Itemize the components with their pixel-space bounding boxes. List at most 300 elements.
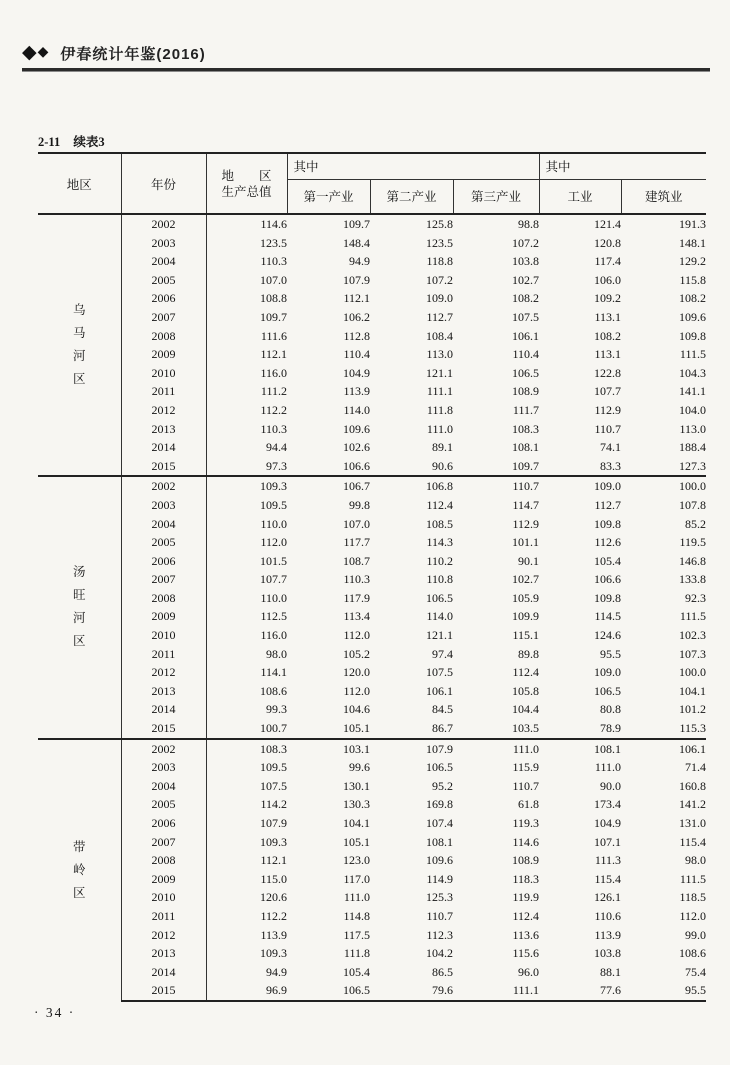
region-name-cell — [38, 476, 121, 738]
value-cell: 112.0 — [343, 628, 370, 643]
page-footer — [34, 1005, 75, 1021]
value-cell: 113.0 — [679, 421, 707, 436]
value-cell: 112.5 — [260, 609, 287, 624]
table-row — [38, 401, 706, 420]
value-cell: 148.1 — [679, 235, 707, 250]
table-row — [38, 833, 706, 852]
value-cell: 99.8 — [349, 497, 370, 512]
value-cell: 105.4 — [343, 964, 370, 979]
col-header-region: 地区 — [38, 153, 121, 214]
value-cell: 120.6 — [260, 890, 287, 905]
value-cell: 94.9 — [266, 964, 287, 979]
value-cell: 111.0 — [343, 890, 370, 905]
table-row — [38, 814, 706, 833]
value-cell: 74.1 — [600, 440, 621, 455]
value-cell: 119.5 — [679, 535, 707, 550]
year-cell: 2015 — [121, 719, 206, 739]
value-cell: 111.0 — [426, 421, 453, 436]
value-cell: 114.3 — [426, 535, 453, 550]
value-cell: 114.0 — [343, 402, 370, 417]
value-cell: 104.1 — [679, 683, 707, 698]
col-header-tertiary-industry: 第三产业 — [453, 179, 539, 214]
table-row — [38, 496, 706, 515]
year-cell: 2012 — [121, 926, 206, 945]
year-cell: 2007 — [121, 308, 206, 327]
value-cell: 115.9 — [512, 760, 539, 775]
value-cell: 115.8 — [679, 272, 707, 287]
value-cell: 191.3 — [679, 217, 707, 231]
value-cell: 104.3 — [679, 365, 707, 380]
value-cell: 127.3 — [679, 458, 707, 473]
value-cell: 188.4 — [679, 440, 707, 455]
col-header-gdp — [206, 153, 287, 214]
value-cell: 101.5 — [260, 553, 287, 568]
value-cell: 109.0 — [594, 665, 621, 680]
year-cell: 2009 — [121, 607, 206, 626]
value-cell: 95.2 — [432, 778, 453, 793]
yearbook-title: 伊春统计年鉴(2016) — [60, 45, 206, 63]
diamond-small-icon: ◆ — [37, 45, 49, 60]
year-cell: 2002 — [121, 739, 206, 759]
value-cell: 107.4 — [426, 816, 453, 830]
value-cell: 106.6 — [594, 572, 621, 587]
year-cell: 2014 — [121, 700, 206, 719]
value-cell: 115.0 — [260, 871, 287, 886]
value-cell: 106.1 — [426, 683, 453, 698]
value-cell: 104.1 — [343, 816, 370, 830]
value-cell: 97.4 — [432, 646, 453, 661]
table-row — [38, 327, 706, 346]
value-cell: 94.9 — [349, 254, 370, 269]
value-cell: 109.9 — [512, 609, 539, 624]
value-cell: 106.1 — [621, 739, 706, 759]
value-cell: 104.4 — [512, 702, 539, 717]
value-cell: 110.7 — [594, 421, 621, 436]
value-cell: 122.8 — [594, 365, 621, 380]
table-row — [38, 663, 706, 682]
table-caption — [38, 132, 105, 150]
value-cell: 89.8 — [518, 646, 539, 661]
value-cell: 108.1 — [512, 440, 539, 455]
value-cell: 133.8 — [679, 572, 707, 587]
table-row — [38, 700, 706, 719]
value-cell: 75.4 — [685, 964, 707, 979]
table-row — [38, 345, 706, 364]
year-cell: 2015 — [121, 981, 206, 1001]
value-cell: 100.7 — [260, 721, 287, 736]
table-row — [38, 870, 706, 889]
statistics-table — [38, 152, 706, 1002]
table-row — [38, 926, 706, 945]
value-cell: 119.3 — [512, 816, 539, 830]
region-name-char: 岭 — [72, 862, 86, 877]
table-row — [38, 570, 706, 589]
year-cell: 2011 — [121, 907, 206, 926]
value-cell: 123.0 — [343, 853, 370, 868]
value-cell: 111.3 — [594, 853, 621, 868]
value-cell: 121.1 — [426, 628, 453, 643]
value-cell: 130.1 — [343, 778, 370, 793]
value-cell: 141.2 — [679, 797, 707, 812]
value-cell: 116.0 — [260, 628, 287, 643]
value-cell: 108.6 — [260, 683, 287, 698]
region-name-char: 旺 — [72, 588, 86, 603]
value-cell: 126.1 — [594, 890, 621, 905]
value-cell: 112.8 — [343, 328, 370, 343]
table-row — [38, 271, 706, 290]
value-cell: 114.7 — [512, 497, 539, 512]
value-cell: 110.7 — [426, 908, 453, 923]
value-cell: 113.9 — [343, 384, 370, 399]
value-cell: 111.1 — [453, 981, 539, 1001]
value-cell: 112.0 — [260, 535, 287, 550]
value-cell: 107.0 — [260, 272, 287, 287]
table-row — [38, 289, 706, 308]
year-cell: 2004 — [121, 777, 206, 796]
value-cell: 124.6 — [594, 628, 621, 643]
value-cell: 109.8 — [594, 590, 621, 605]
value-cell: 113.1 — [594, 347, 621, 362]
year-cell: 2009 — [121, 870, 206, 889]
table-number: 2-11 — [38, 135, 61, 149]
table-row — [38, 888, 706, 907]
value-cell: 141.1 — [679, 384, 707, 399]
value-cell: 78.9 — [600, 721, 621, 736]
value-cell: 106.6 — [343, 458, 370, 473]
value-cell: 108.2 — [679, 291, 707, 306]
year-cell: 2003 — [121, 758, 206, 777]
region-name-char: 区 — [72, 634, 86, 649]
value-cell: 112.9 — [594, 402, 621, 417]
table-continued-label: 续表3 — [73, 135, 105, 149]
table-row — [38, 252, 706, 271]
region-name-char: 带 — [72, 839, 86, 854]
value-cell: 115.1 — [512, 628, 539, 643]
year-cell: 2012 — [121, 401, 206, 420]
value-cell: 107.1 — [594, 834, 621, 849]
col-header-industry: 工业 — [539, 179, 621, 214]
col-header-gdp-line2: 生产总值 — [221, 184, 272, 199]
value-cell: 120.8 — [594, 235, 621, 250]
table-row — [38, 795, 706, 814]
value-cell: 110.8 — [426, 572, 453, 587]
value-cell: 85.2 — [685, 516, 707, 531]
value-cell: 110.7 — [512, 778, 539, 793]
value-cell: 106.5 — [426, 760, 453, 775]
value-cell: 114.9 — [426, 871, 453, 886]
value-cell: 109.8 — [594, 516, 621, 531]
value-cell: 106.5 — [594, 683, 621, 698]
table-row — [38, 758, 706, 777]
year-cell: 2007 — [121, 833, 206, 852]
value-cell: 123.5 — [426, 235, 453, 250]
table-row — [38, 438, 706, 457]
value-cell: 125.8 — [426, 217, 453, 231]
value-cell: 105.9 — [512, 590, 539, 605]
value-cell: 117.0 — [343, 871, 370, 886]
value-cell: 105.2 — [343, 646, 370, 661]
value-cell: 106.5 — [287, 981, 370, 1001]
value-cell: 114.1 — [260, 665, 287, 680]
value-cell: 112.0 — [343, 683, 370, 698]
value-cell: 77.6 — [539, 981, 621, 1001]
value-cell: 114.8 — [343, 908, 370, 923]
year-cell: 2011 — [121, 382, 206, 401]
value-cell: 111.6 — [260, 328, 287, 343]
value-cell: 115.3 — [679, 721, 707, 736]
value-cell: 111.2 — [260, 384, 287, 399]
table-body — [38, 214, 706, 1001]
page-number: · 34 · — [34, 1005, 76, 1020]
value-cell: 100.0 — [679, 665, 707, 680]
region-name-char: 汤 — [72, 565, 86, 580]
table-row — [38, 719, 706, 739]
value-cell: 129.2 — [679, 254, 707, 269]
value-cell: 92.3 — [685, 590, 707, 605]
value-cell: 111.8 — [426, 402, 453, 417]
region-name-char: 马 — [72, 326, 86, 341]
value-cell: 117.5 — [343, 927, 370, 942]
value-cell: 94.4 — [266, 440, 287, 455]
year-cell: 2003 — [121, 496, 206, 515]
value-cell: 104.9 — [594, 816, 621, 830]
value-cell: 111.5 — [679, 871, 707, 886]
value-cell: 109.3 — [260, 834, 287, 849]
value-cell: 109.2 — [594, 291, 621, 306]
value-cell: 111.1 — [426, 384, 453, 399]
year-cell: 2011 — [121, 645, 206, 664]
value-cell: 100.0 — [621, 476, 706, 496]
diamond-icon: ◆ — [22, 42, 37, 63]
table-row — [38, 739, 706, 759]
value-cell: 112.2 — [260, 402, 287, 417]
value-cell: 96.9 — [206, 981, 287, 1001]
value-cell: 110.7 — [453, 476, 539, 496]
value-cell: 109.5 — [260, 497, 287, 512]
value-cell: 110.4 — [343, 347, 370, 362]
value-cell: 108.1 — [426, 834, 453, 849]
value-cell: 108.4 — [426, 328, 453, 343]
value-cell: 107.2 — [512, 235, 539, 250]
value-cell: 107.7 — [260, 572, 287, 587]
value-cell: 107.9 — [260, 816, 287, 830]
value-cell: 107.8 — [679, 497, 707, 512]
value-cell: 113.6 — [512, 927, 539, 942]
year-cell: 2004 — [121, 252, 206, 271]
value-cell: 107.0 — [343, 516, 370, 531]
region-name-char: 乌 — [72, 303, 86, 318]
value-cell: 113.9 — [594, 927, 621, 942]
value-cell: 110.2 — [426, 553, 453, 568]
year-cell: 2002 — [121, 214, 206, 234]
value-cell: 95.5 — [600, 646, 621, 661]
year-cell: 2010 — [121, 888, 206, 907]
value-cell: 130.3 — [343, 797, 370, 812]
value-cell: 103.8 — [594, 946, 621, 961]
value-cell: 105.1 — [343, 721, 370, 736]
value-cell: 119.9 — [512, 890, 539, 905]
value-cell: 107.5 — [426, 665, 453, 680]
value-cell: 115.6 — [512, 946, 539, 961]
value-cell: 114.0 — [426, 609, 453, 624]
table-row — [38, 645, 706, 664]
value-cell: 110.0 — [260, 516, 287, 531]
value-cell: 107.3 — [679, 646, 707, 661]
value-cell: 104.9 — [343, 365, 370, 380]
value-cell: 121.4 — [594, 217, 621, 231]
table-row — [38, 457, 706, 477]
value-cell: 112.9 — [512, 516, 539, 531]
value-cell: 112.3 — [426, 927, 453, 942]
table-row — [38, 607, 706, 626]
value-cell: 173.4 — [594, 797, 621, 812]
value-cell: 102.7 — [512, 572, 539, 587]
year-cell: 2013 — [121, 944, 206, 963]
value-cell: 131.0 — [679, 816, 707, 830]
col-header-gdp-line1: 地 区 — [221, 168, 272, 183]
value-cell: 90.6 — [432, 458, 453, 473]
value-cell: 117.9 — [343, 590, 370, 605]
value-cell: 79.6 — [370, 981, 453, 1001]
value-cell: 118.5 — [679, 890, 707, 905]
value-cell: 86.5 — [432, 964, 453, 979]
value-cell: 95.5 — [621, 981, 706, 1001]
value-cell: 80.8 — [600, 702, 621, 717]
value-cell: 125.3 — [426, 890, 453, 905]
year-cell: 2008 — [121, 589, 206, 608]
value-cell: 106.7 — [287, 476, 370, 496]
value-cell: 113.0 — [426, 347, 453, 362]
table-row — [38, 214, 706, 234]
value-cell: 116.0 — [260, 365, 287, 380]
value-cell: 118.8 — [426, 254, 453, 269]
value-cell: 99.3 — [266, 702, 287, 717]
region-name — [38, 836, 121, 905]
value-cell: 106.8 — [370, 476, 453, 496]
value-cell: 108.1 — [539, 739, 621, 759]
region-name-char: 河 — [72, 611, 86, 626]
value-cell: 106.0 — [594, 272, 621, 287]
value-cell: 112.4 — [512, 665, 539, 680]
table-row — [38, 963, 706, 982]
value-cell: 112.2 — [260, 908, 287, 923]
value-cell: 103.5 — [512, 721, 539, 736]
value-cell: 111.0 — [594, 760, 621, 775]
table-row — [38, 589, 706, 608]
table-row — [38, 476, 706, 496]
value-cell: 113.9 — [260, 927, 287, 942]
value-cell: 90.1 — [518, 553, 539, 568]
value-cell: 112.1 — [260, 347, 287, 362]
value-cell: 98.0 — [685, 853, 707, 868]
region-name-char: 区 — [72, 885, 86, 900]
year-cell: 2014 — [121, 963, 206, 982]
table-row — [38, 308, 706, 327]
value-cell: 117.7 — [343, 535, 370, 550]
table-row — [38, 382, 706, 401]
year-cell: 2010 — [121, 364, 206, 383]
year-cell: 2005 — [121, 533, 206, 552]
value-cell: 105.1 — [343, 834, 370, 849]
value-cell: 103.1 — [287, 739, 370, 759]
value-cell: 99.0 — [685, 927, 707, 942]
region-name-char: 河 — [72, 349, 86, 364]
table-row — [38, 552, 706, 571]
region-name-cell — [38, 214, 121, 476]
value-cell: 148.4 — [343, 235, 370, 250]
value-cell: 109.7 — [260, 309, 287, 324]
col-header-primary-industry: 第一产业 — [287, 179, 370, 214]
value-cell: 108.2 — [594, 328, 621, 343]
value-cell: 106.5 — [512, 365, 539, 380]
year-cell: 2003 — [121, 234, 206, 253]
value-cell: 109.8 — [679, 328, 707, 343]
value-cell: 112.1 — [343, 291, 370, 306]
value-cell: 107.9 — [343, 272, 370, 287]
value-cell: 109.6 — [426, 853, 453, 868]
year-cell: 2008 — [121, 327, 206, 346]
value-cell: 101.1 — [512, 535, 539, 550]
col-header-among-secondary: 其中 — [539, 153, 706, 179]
value-cell: 109.6 — [679, 309, 707, 324]
value-cell: 102.3 — [679, 628, 707, 643]
value-cell: 109.7 — [512, 458, 539, 473]
value-cell: 114.2 — [260, 797, 287, 812]
value-cell: 106.1 — [512, 328, 539, 343]
table-row — [38, 981, 706, 1001]
value-cell: 96.0 — [518, 964, 539, 979]
table-header — [38, 153, 706, 214]
value-cell: 108.9 — [512, 853, 539, 868]
value-cell: 108.3 — [206, 739, 287, 759]
year-cell: 2005 — [121, 795, 206, 814]
value-cell: 110.3 — [260, 254, 287, 269]
value-cell: 118.3 — [512, 871, 539, 886]
value-cell: 106.2 — [343, 309, 370, 324]
table-row — [38, 234, 706, 253]
value-cell: 108.3 — [512, 421, 539, 436]
value-cell: 112.0 — [679, 908, 707, 923]
value-cell: 110.6 — [594, 908, 621, 923]
year-cell: 2012 — [121, 663, 206, 682]
value-cell: 114.5 — [594, 609, 621, 624]
year-cell: 2013 — [121, 420, 206, 439]
value-cell: 110.4 — [512, 347, 539, 362]
table-row — [38, 364, 706, 383]
value-cell: 86.7 — [432, 721, 453, 736]
value-cell: 113.4 — [343, 609, 370, 624]
year-cell: 2013 — [121, 682, 206, 701]
value-cell: 90.0 — [600, 778, 621, 793]
value-cell: 117.4 — [594, 254, 621, 269]
value-cell: 111.5 — [679, 347, 707, 362]
year-cell: 2008 — [121, 851, 206, 870]
year-cell: 2006 — [121, 814, 206, 833]
value-cell: 110.3 — [260, 421, 287, 436]
value-cell: 102.6 — [343, 440, 370, 455]
value-cell: 111.8 — [343, 946, 370, 961]
region-name-cell — [38, 739, 121, 1001]
table-row — [38, 851, 706, 870]
value-cell: 109.7 — [343, 217, 370, 231]
value-cell: 121.1 — [426, 365, 453, 380]
value-cell: 114.6 — [512, 834, 539, 849]
value-cell: 107.7 — [594, 384, 621, 399]
value-cell: 84.5 — [432, 702, 453, 717]
value-cell: 110.3 — [343, 572, 370, 587]
value-cell: 105.8 — [512, 683, 539, 698]
value-cell: 83.3 — [600, 458, 621, 473]
